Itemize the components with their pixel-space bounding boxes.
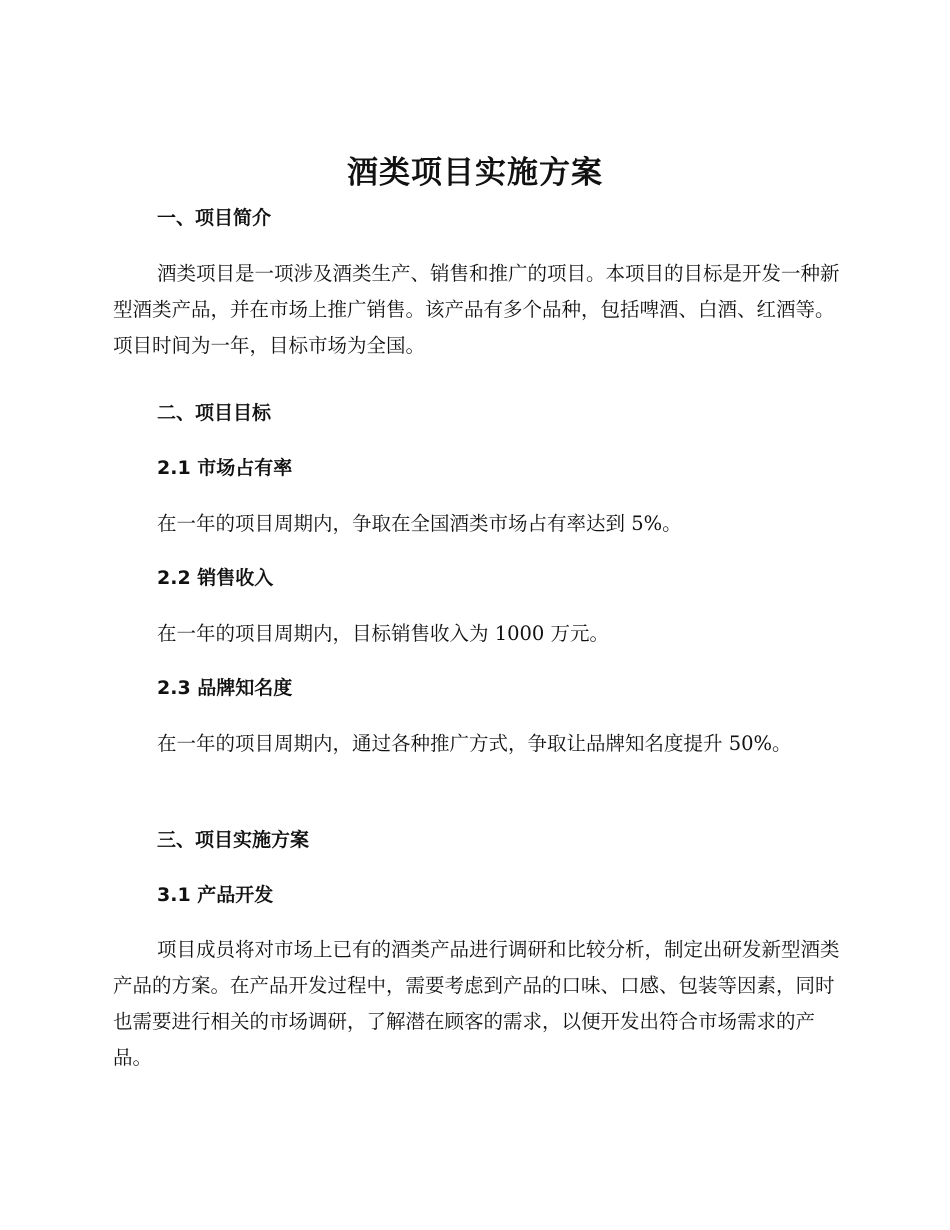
subsection-heading-brand-awareness: 2.3 品牌知名度 [157,677,293,699]
subsection-brand-awareness-paragraph: 在一年的项目周期内，通过各种推广方式，争取让品牌知名度提升 50%。 [157,732,792,755]
subsection-heading-sales-revenue: 2.2 销售收入 [157,567,274,589]
subsection-sales-revenue-paragraph: 在一年的项目周期内，目标销售收入为 1000 万元。 [157,622,610,645]
document-title: 酒类项目实施方案 [347,155,603,191]
section-heading-goals: 二、项目目标 [157,402,272,424]
subsection-heading-market-share: 2.1 市场占有率 [157,457,293,479]
section-heading-intro: 一、项目简介 [157,207,272,229]
section-heading-implementation: 三、项目实施方案 [157,829,310,851]
subsection-product-development-paragraph: 项目成员将对市场上已有的酒类产品进行调研和比较分析，制定出研发新型酒类产品的方案。在产品开发过程中，需要考虑到产品的口味、口感、包装等因素，同时也需要进行相关的市场调研，了解潜在顾客的需求，以便开发出符合市场需求的产品。 [113,938,840,1069]
subsection-heading-product-development: 3.1 产品开发 [157,884,274,906]
section-intro-paragraph: 酒类项目是一项涉及酒类生产、销售和推广的项目。本项目的目标是开发一种新型酒类产品，并在市场上推广销售。该产品有多个品种，包括啤酒、白酒、红酒等。项目时间为一年，目标市场为全国。 [113,262,840,357]
subsection-market-share-paragraph: 在一年的项目周期内，争取在全国酒类市场占有率达到 5%。 [157,512,682,535]
